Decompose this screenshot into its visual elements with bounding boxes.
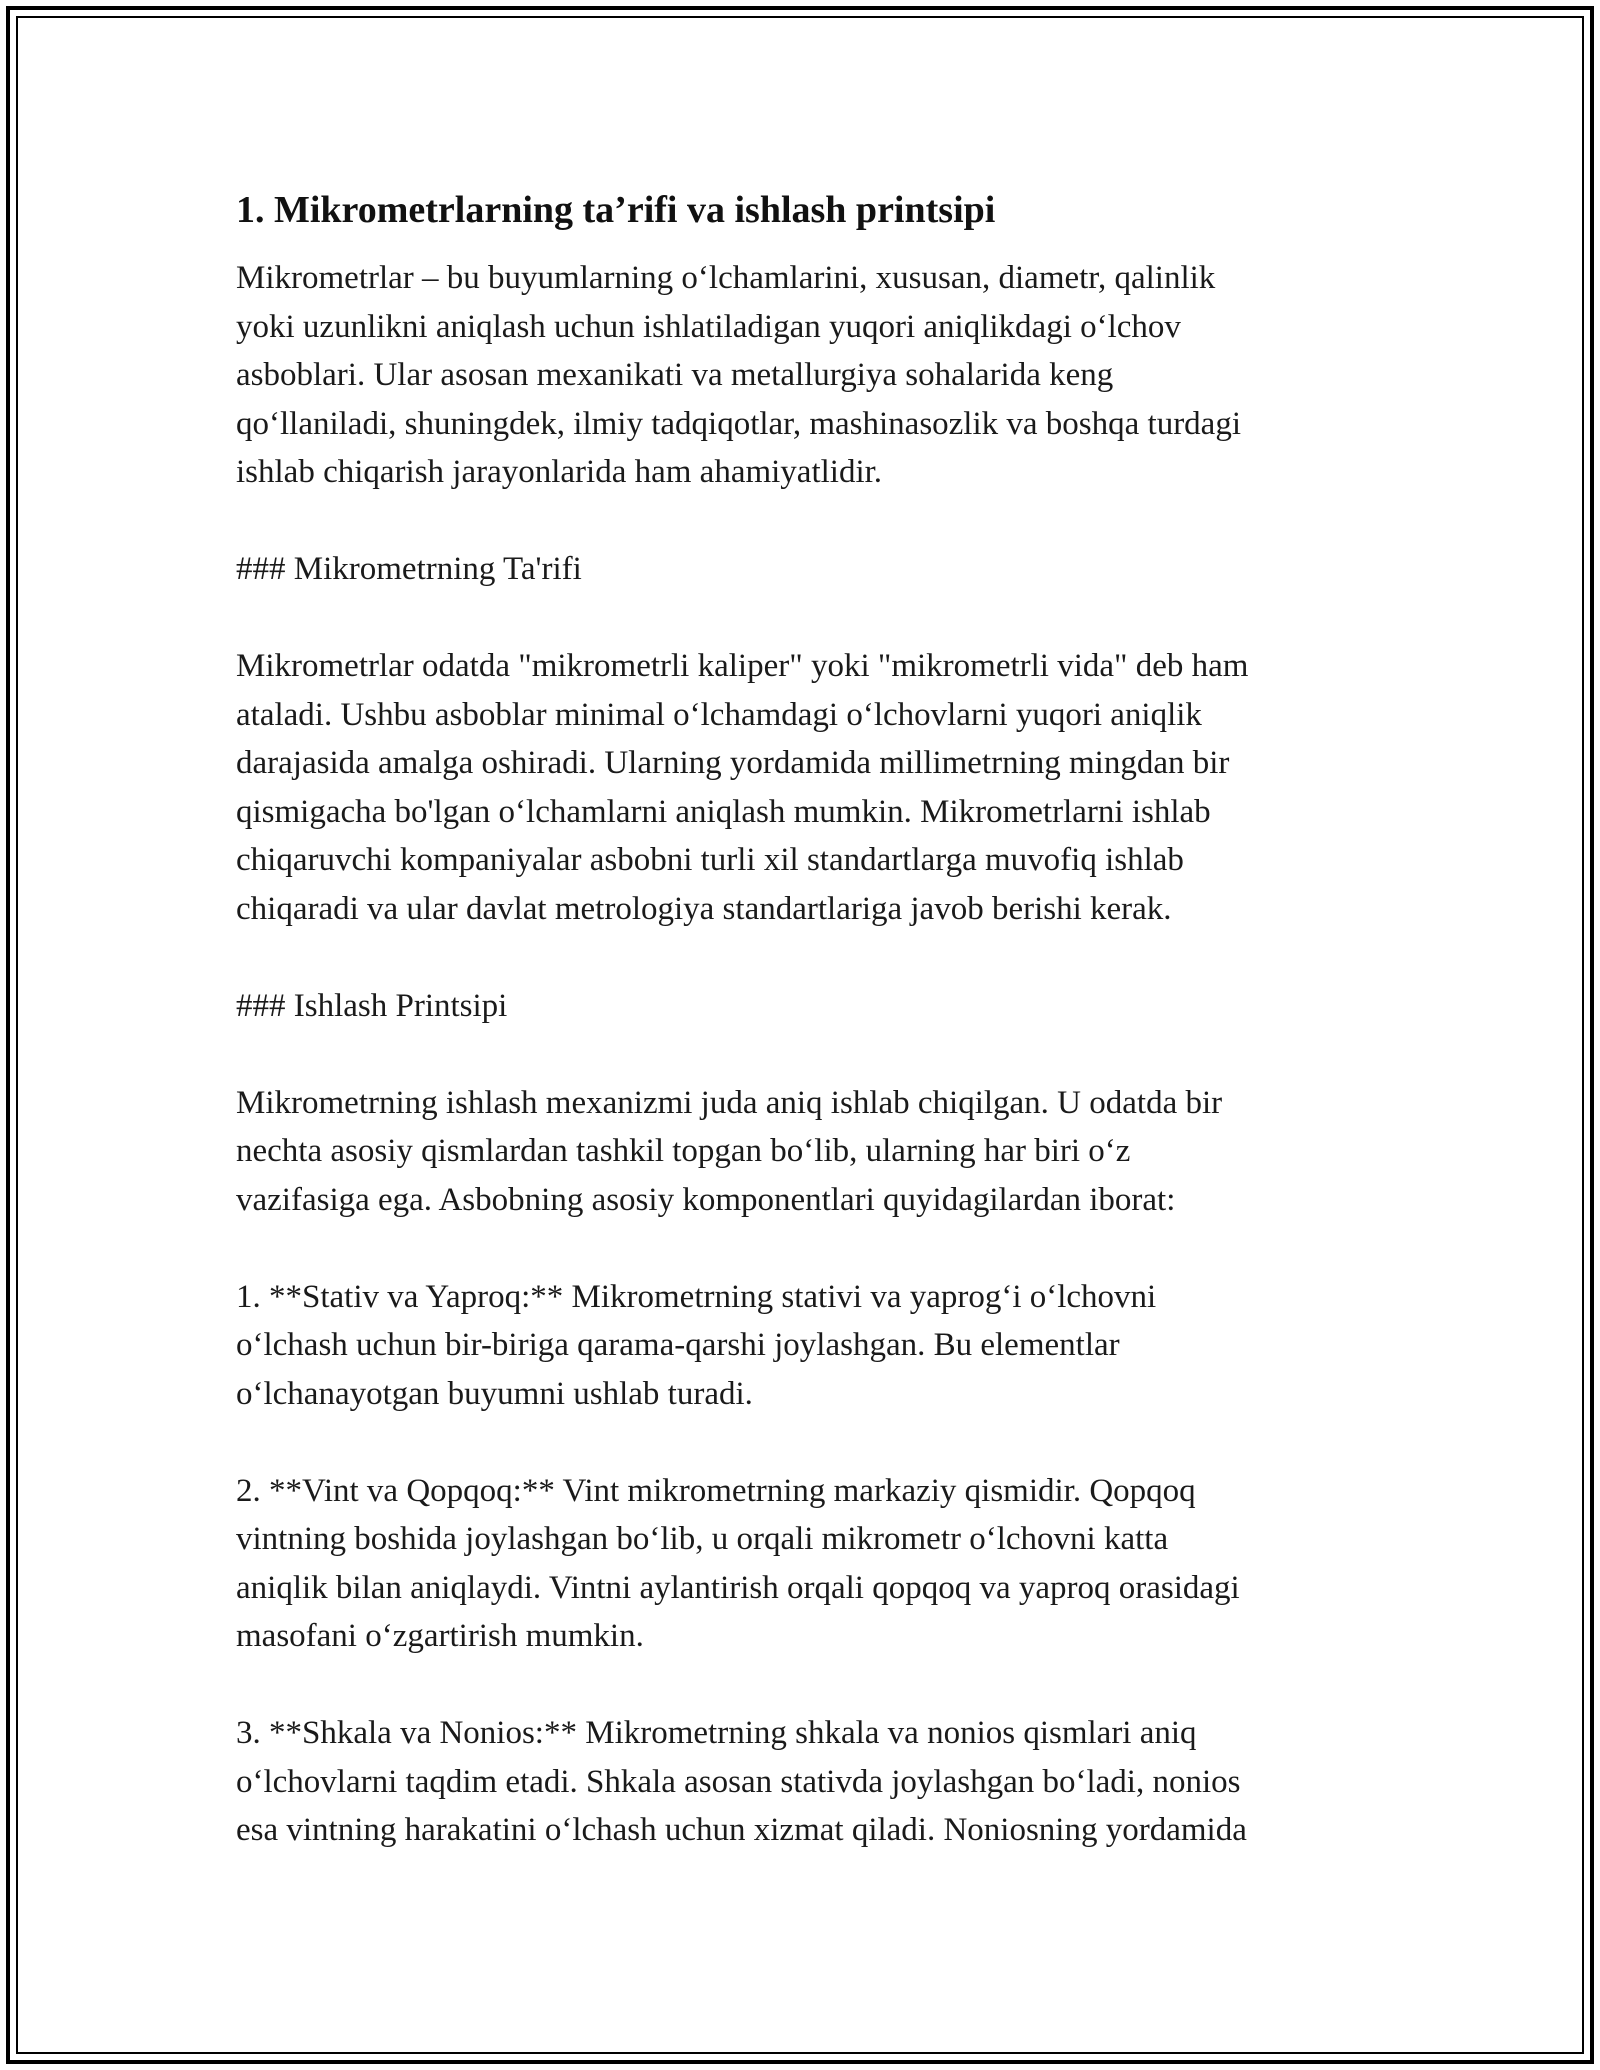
text-line: vintning boshida joylashgan bo‘lib, u orqali mikrometr o‘lchovni katta: [236, 1521, 1169, 1557]
text-line: chiqaradi va ular davlat metrologiya standartlariga javob berishi kerak.: [236, 890, 1172, 927]
principle-paragraph: [236, 1079, 1366, 1225]
text-line: darajasida amalga oshiradi. Ularning yordamida millimetrning mingdan bir: [236, 745, 1230, 781]
text-line: Mikrometrlar odatda "mikrometrli kaliper" yoki "mikrometrli vida" deb ham: [236, 648, 1249, 684]
intro-paragraph: [236, 254, 1366, 497]
text-line: o‘lchash uchun bir-biriga qarama-qarshi joylashgan. Bu elementlar: [236, 1327, 1120, 1363]
subheading-principle: [236, 982, 1366, 1031]
text-line: asboblari. Ular asosan mexanikati va metallurgiya sohalarida keng: [236, 357, 1114, 393]
definition-paragraph: [236, 642, 1366, 933]
text-line: vazifasiga ega. Asbobning asosiy komponentlari quyidagilardan iborat:: [236, 1181, 1176, 1218]
document-body: [236, 186, 1366, 1903]
text-line: o‘lchovlarni taqdim etadi. Shkala asosan stativda joylashgan bo‘ladi, nonios: [236, 1763, 1241, 1800]
text-line: qismigacha bo'lgan o‘lchamlarni aniqlash mumkin. Mikrometrlarni ishlab: [236, 793, 1211, 830]
text-line: qo‘llaniladi, shuningdek, ilmiy tadqiqotlar, mashinasozlik va boshqa turdagi: [236, 405, 1242, 442]
text-line: Mikrometrlar – bu buyumlarning o‘lchamlarini, xususan, diametr, qalinlik: [236, 260, 1216, 296]
list-item-2: [236, 1467, 1366, 1661]
text-line: esa vintning harakatini o‘lchash uchun xizmat qiladi. Noniosning yordamida: [236, 1812, 1247, 1848]
text-line: ishlab chiqarish jarayonlarida ham ahamiyatlidir.: [236, 454, 883, 490]
text-line: 1. **Stativ va Yaproq:** Mikrometrning stativi va yaprog‘i o‘lchovni: [236, 1278, 1157, 1315]
text-line: masofani o‘zgartirish mumkin.: [236, 1618, 644, 1654]
list-item-1: [236, 1273, 1366, 1419]
text-line: Mikrometrning ishlash mexanizmi juda aniq ishlab chiqilgan. U odatda bir: [236, 1084, 1223, 1121]
subheading-definition: [236, 545, 1366, 594]
text-line: yoki uzunlikni aniqlash uchun ishlatiladigan yuqori aniqlikdagi o‘lchov: [236, 308, 1181, 345]
section-heading: 1. Mikrometrlarning ta’rifi va ishlash printsipi: [236, 189, 996, 231]
text-line: o‘lchanayotgan buyumni ushlab turadi.: [236, 1375, 753, 1412]
text-line: ataladi. Ushbu asboblar minimal o‘lchamdagi o‘lchovlarni yuqori aniqlik: [236, 696, 1202, 733]
text-line: ### Ishlash Printsipi: [236, 987, 508, 1024]
text-line: ### Mikrometrning Ta'rifi: [236, 551, 582, 587]
text-line: aniqlik bilan aniqlaydi. Vintni aylantirish orqali qopqoq va yaproq orasidagi: [236, 1569, 1240, 1606]
text-line: chiqaruvchi kompaniyalar asbobni turli xil standartlarga muvofiq ishlab: [236, 842, 1184, 878]
list-item-3: [236, 1709, 1366, 1855]
text-line: 3. **Shkala va Nonios:** Mikrometrning shkala va nonios qismlari aniq: [236, 1715, 1197, 1751]
text-line: nechta asosiy qismlardan tashkil topgan bo‘lib, ularning har biri o‘z: [236, 1133, 1131, 1169]
text-line: 2. **Vint va Qopqoq:** Vint mikrometrning markaziy qismidir. Qopqoq: [236, 1472, 1196, 1509]
